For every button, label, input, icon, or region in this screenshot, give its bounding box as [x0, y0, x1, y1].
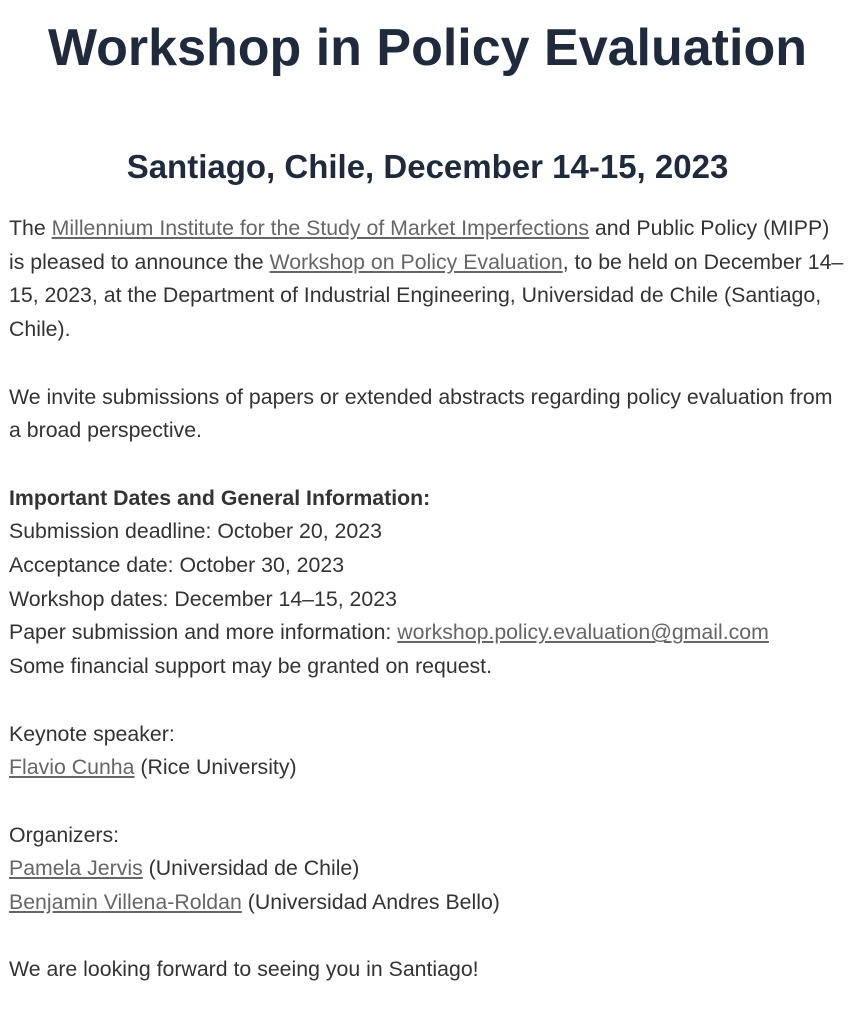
organizer-affiliation: (Universidad de Chile)	[142, 856, 360, 881]
announcement-body	[9, 212, 849, 1021]
closing-text: We are looking forward to seeing you in Santiago!	[9, 957, 479, 982]
invite-paragraph: We invite submissions of papers or extended abstracts regarding policy evaluation from a broad perspective.	[9, 384, 833, 443]
financial-support: Some financial support may be granted on request.	[9, 654, 493, 679]
page-subtitle: Santiago, Chile, December 14-15, 2023	[126, 148, 729, 185]
workshop-link[interactable]: Workshop on Policy Evaluation	[269, 249, 563, 274]
organizer-link[interactable]: Benjamin Villena-Roldan	[9, 890, 242, 914]
intro-paragraph	[9, 212, 849, 347]
workshop-dates: Workshop dates: December 14–15, 2023	[9, 586, 397, 611]
submission-label: Paper submission and more information:	[9, 620, 398, 645]
acceptance-date: Acceptance date: October 30, 2023	[9, 553, 345, 577]
organizers-label: Organizers:	[9, 822, 120, 847]
mipp-link[interactable]: Millennium Institute for the Study of Market Imperfections	[51, 216, 590, 240]
dates-section	[9, 482, 849, 684]
organizer-link[interactable]: Pamela Jervis	[9, 856, 143, 881]
organizer-affiliation: (Universidad Andres Bello)	[241, 890, 500, 914]
keynote-speaker-link[interactable]: Flavio Cunha	[9, 755, 135, 780]
intro-text: and Public Policy (MIPP) is pleased to announce the	[9, 216, 830, 274]
keynote-affiliation: (Rice University)	[134, 755, 297, 780]
intro-text: , to be held on December 14–15, 2023, at the Department of Industrial Engineering, Universidad de Chile (Santiago, Chile).	[9, 249, 844, 342]
dates-heading: Important Dates and General Information:	[9, 485, 431, 510]
intro-text: The	[9, 216, 52, 240]
keynote-section	[9, 718, 849, 785]
organizers-section	[9, 819, 849, 920]
page-title: Workshop in Policy Evaluation	[48, 19, 807, 77]
keynote-label: Keynote speaker:	[9, 721, 175, 746]
submission-deadline: Submission deadline: October 20, 2023	[9, 519, 382, 544]
email-link[interactable]: workshop.policy.evaluation@gmail.com	[397, 620, 769, 645]
